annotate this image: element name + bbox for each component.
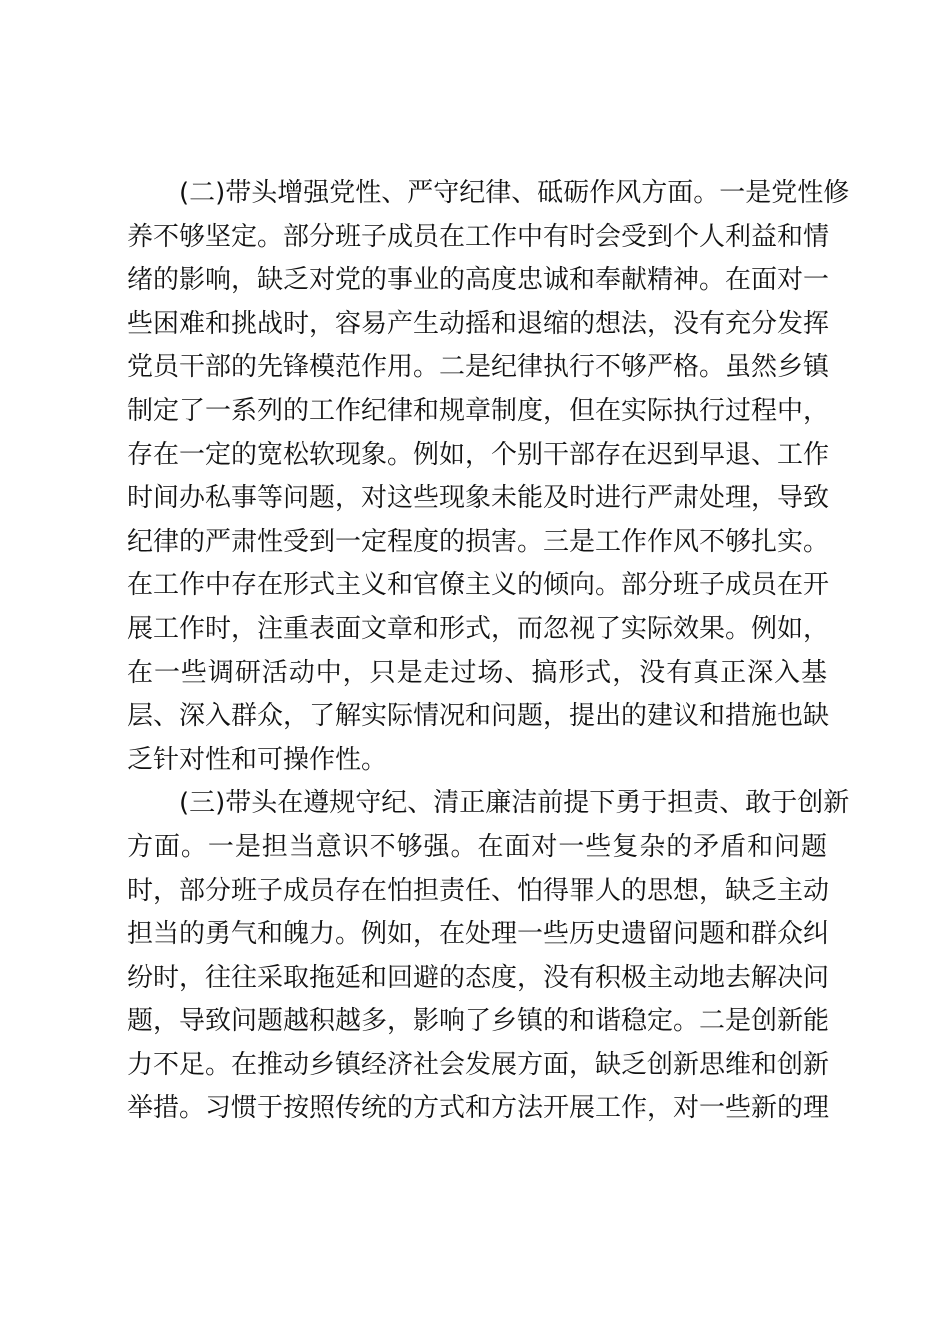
paragraph-3-line-1: (三)带头在遵规守纪、清正廉洁前提下勇于担责、敢于创新 xyxy=(179,788,850,819)
paragraph-2-line-3: 绪的影响，缺乏对党的事业的高度忠诚和奉献精神。在面对一 xyxy=(127,265,830,296)
paragraph-2-line-14: 乏针对性和可操作性。 xyxy=(127,744,388,775)
paragraph-2-line-8: 时间办私事等问题，对这些现象未能及时进行严肃处理，导致 xyxy=(127,483,830,514)
paragraph-3-line-2: 方面。一是担当意识不够强。在面对一些复杂的矛盾和问题 xyxy=(127,831,827,862)
paragraph-2-line-13: 层、深入群众，了解实际情况和问题，提出的建议和措施也缺 xyxy=(127,701,830,732)
paragraph-3-line-8: 举措。习惯于按照传统的方式和方法开展工作，对一些新的理 xyxy=(127,1093,830,1124)
paragraph-2-line-2: 养不够坚定。部分班子成员在工作中有时会受到个人利益和情 xyxy=(127,221,830,252)
paragraph-2-line-12: 在一些调研活动中，只是走过场、搞形式，没有真正深入基 xyxy=(127,657,827,688)
paragraph-2-line-6: 制定了一系列的工作纪律和规章制度，但在实际执行过程中， xyxy=(127,395,830,426)
paragraph-2-line-9: 纪律的严肃性受到一定程度的损害。三是工作作风不够扎实。 xyxy=(127,526,830,557)
paragraph-3-line-3: 时，部分班子成员存在怕担责任、怕得罪人的思想，缺乏主动 xyxy=(127,875,830,906)
paragraph-2-line-1: (二)带头增强党性、严守纪律、砥砺作风方面。一是党性修 xyxy=(179,178,850,208)
paragraph-2-line-11: 展工作时，注重表面文章和形式，而忽视了实际效果。例如， xyxy=(127,613,830,644)
paragraph-3-line-4: 担当的勇气和魄力。例如，在处理一些历史遗留问题和群众纠 xyxy=(127,919,830,950)
paragraph-3-line-6: 题，导致问题越积越多，影响了乡镇的和谐稳定。二是创新能 xyxy=(127,1006,830,1037)
paragraph-2-line-10: 在工作中存在形式主义和官僚主义的倾向。部分班子成员在开 xyxy=(127,570,830,601)
paragraph-3-line-7: 力不足。在推动乡镇经济社会发展方面，缺乏创新思维和创新 xyxy=(127,1049,830,1080)
paragraph-2-line-4: 些困难和挑战时，容易产生动摇和退缩的想法，没有充分发挥 xyxy=(127,308,830,339)
paragraph-3-line-5: 纷时，往往采取拖延和回避的态度，没有积极主动地去解决问 xyxy=(127,962,830,993)
document-body xyxy=(127,172,850,1131)
paragraph-2-line-5: 党员干部的先锋模范作用。二是纪律执行不够严格。虽然乡镇 xyxy=(127,352,830,383)
paragraph-2-line-7: 存在一定的宽松软现象。例如，个别干部存在迟到早退、工作 xyxy=(127,439,830,470)
